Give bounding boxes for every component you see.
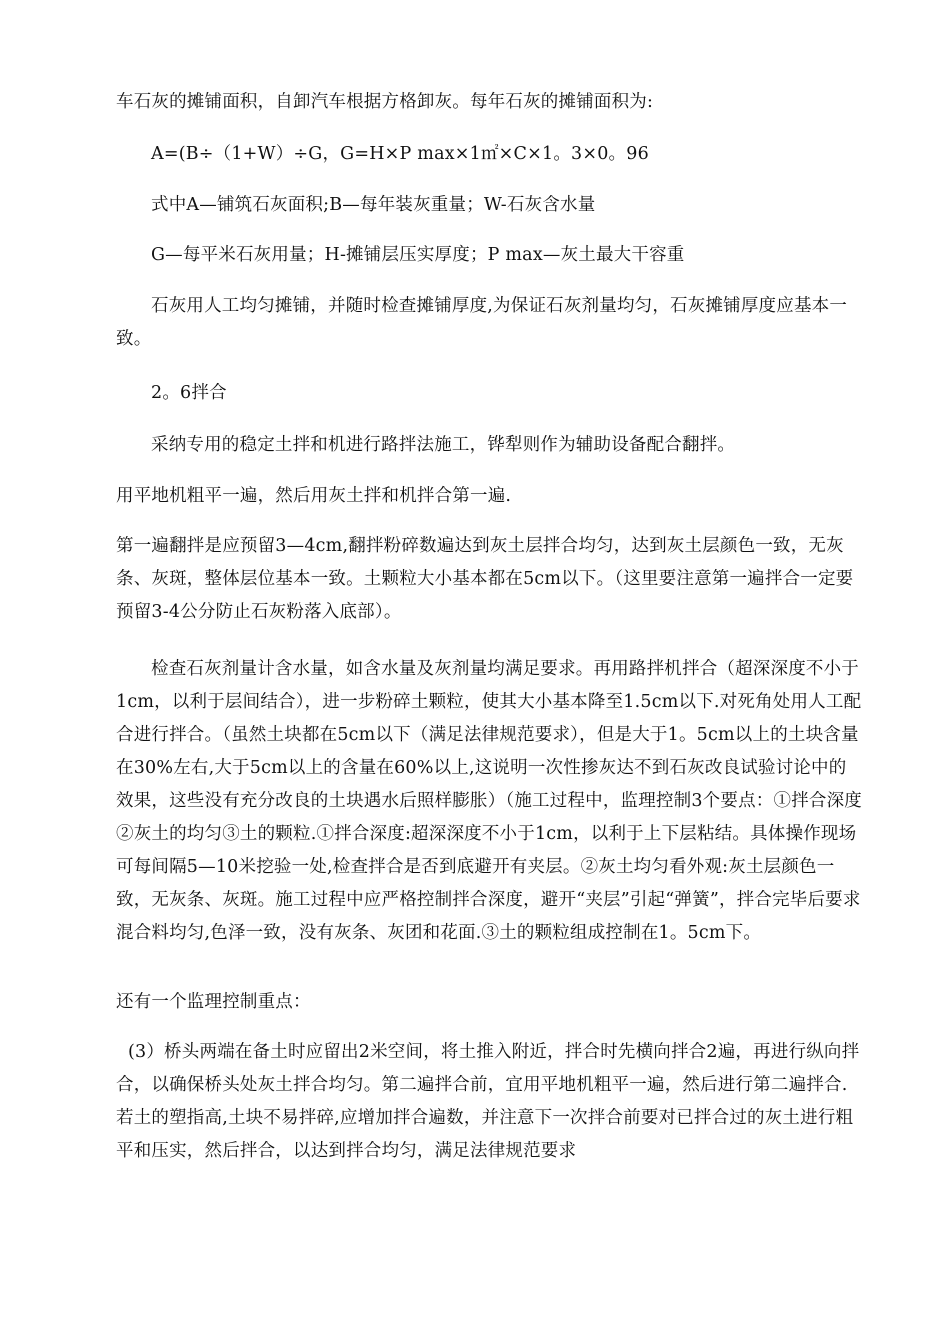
section-heading-mixing: 2。6拌合	[151, 383, 227, 403]
paragraph-mixer-method: 采纳专用的稳定土拌和机进行路拌法施工，铧犁则作为辅助设备配合翻拌。	[151, 435, 736, 455]
paragraph-manual-spreading: 石灰用人工均匀摊铺，并随时检查摊铺厚度,为保证石灰剂量均匀，石灰摊铺厚度应基本一致。	[116, 296, 848, 349]
paragraph-formula-legend-2: G—每平米石灰用量；H-摊铺层压实厚度；P max—灰土最大干容重	[151, 245, 685, 265]
paragraph-lime-dosage-check: 检查石灰剂量计含水量，如含水量及灰剂量均满足要求。再用路拌机拌合（超深深度不小于1cm，以利于层间结合），进一步粉碎土颗粒，使其大小基本降至1.5cm以下.对死角处用人工配合进行拌合。（虽然土块都在5cm以下（满足法律规范要求），但是大于1。5cm以上的土块含量在30%左右,大于5cm以上的含量在60%以上,这说明一次性掺灰达不到石灰改良试验讨论中的效果，这些没有充分改良的土块遇水后照样膨胀）（施工过程中，监理控制3个要点：①拌合深度②灰土的均匀③土的颗粒.①拌合深度:超深深度不小于1cm，以利于上下层粘结。具体操作现场可每间隔5—10米挖验一处,检查拌合是否到底避开有夹层。②灰土均匀看外观:灰土层颜色一致，无灰条、灰斑。施工过程中应严格控制拌合深度，避开“夹层”引起“弹簧”，拌合完毕后要求混合料均匀,色泽一致，没有灰条、灰团和花面.③土的颗粒组成控制在1。5cm下。	[116, 659, 862, 943]
paragraph-supervision-key: 还有一个监理控制重点：	[116, 992, 311, 1012]
paragraph-first-mixing: 第一遍翻拌是应预留3—4cm,翻拌粉碎数遍达到灰土层拌合均匀，达到灰土层颜色一致，无灰条、灰斑，整体层位基本一致。土颗粒大小基本都在5cm以下。（这里要注意第一遍拌合一定要预留3-4公分防止石灰粉落入底部）。	[116, 536, 854, 622]
paragraph-first-grading: 用平地机粗平一遍，然后用灰土拌和机拌合第一遍.	[116, 486, 512, 506]
paragraph-formula: A=(B÷（1+W）÷G，G=H×P max×1㎡×C×1。3×0。96	[151, 144, 649, 164]
paragraph-bridge-head: (3）桥头两端在备土时应留出2米空间，将土推入附近，拌合时先横向拌合2遍，再进行纵向拌合，以确保桥头处灰土拌合均匀。第二遍拌合前，宜用平地机粗平一遍，然后进行第二遍拌合.若土的塑指高,土块不易拌碎,应增加拌合遍数，并注意下一次拌合前要对已拌合过的灰土进行粗平和压实，然后拌合，以达到拌合均匀，满足法律规范要求	[116, 1042, 860, 1161]
paragraph-lime-spreading-area: 车石灰的摊铺面积，自卸汽车根据方格卸灰。每年石灰的摊铺面积为:	[116, 92, 654, 112]
paragraph-formula-legend-1: 式中A—铺筑石灰面积;B—每年装灰重量；W-石灰含水量	[151, 195, 596, 215]
